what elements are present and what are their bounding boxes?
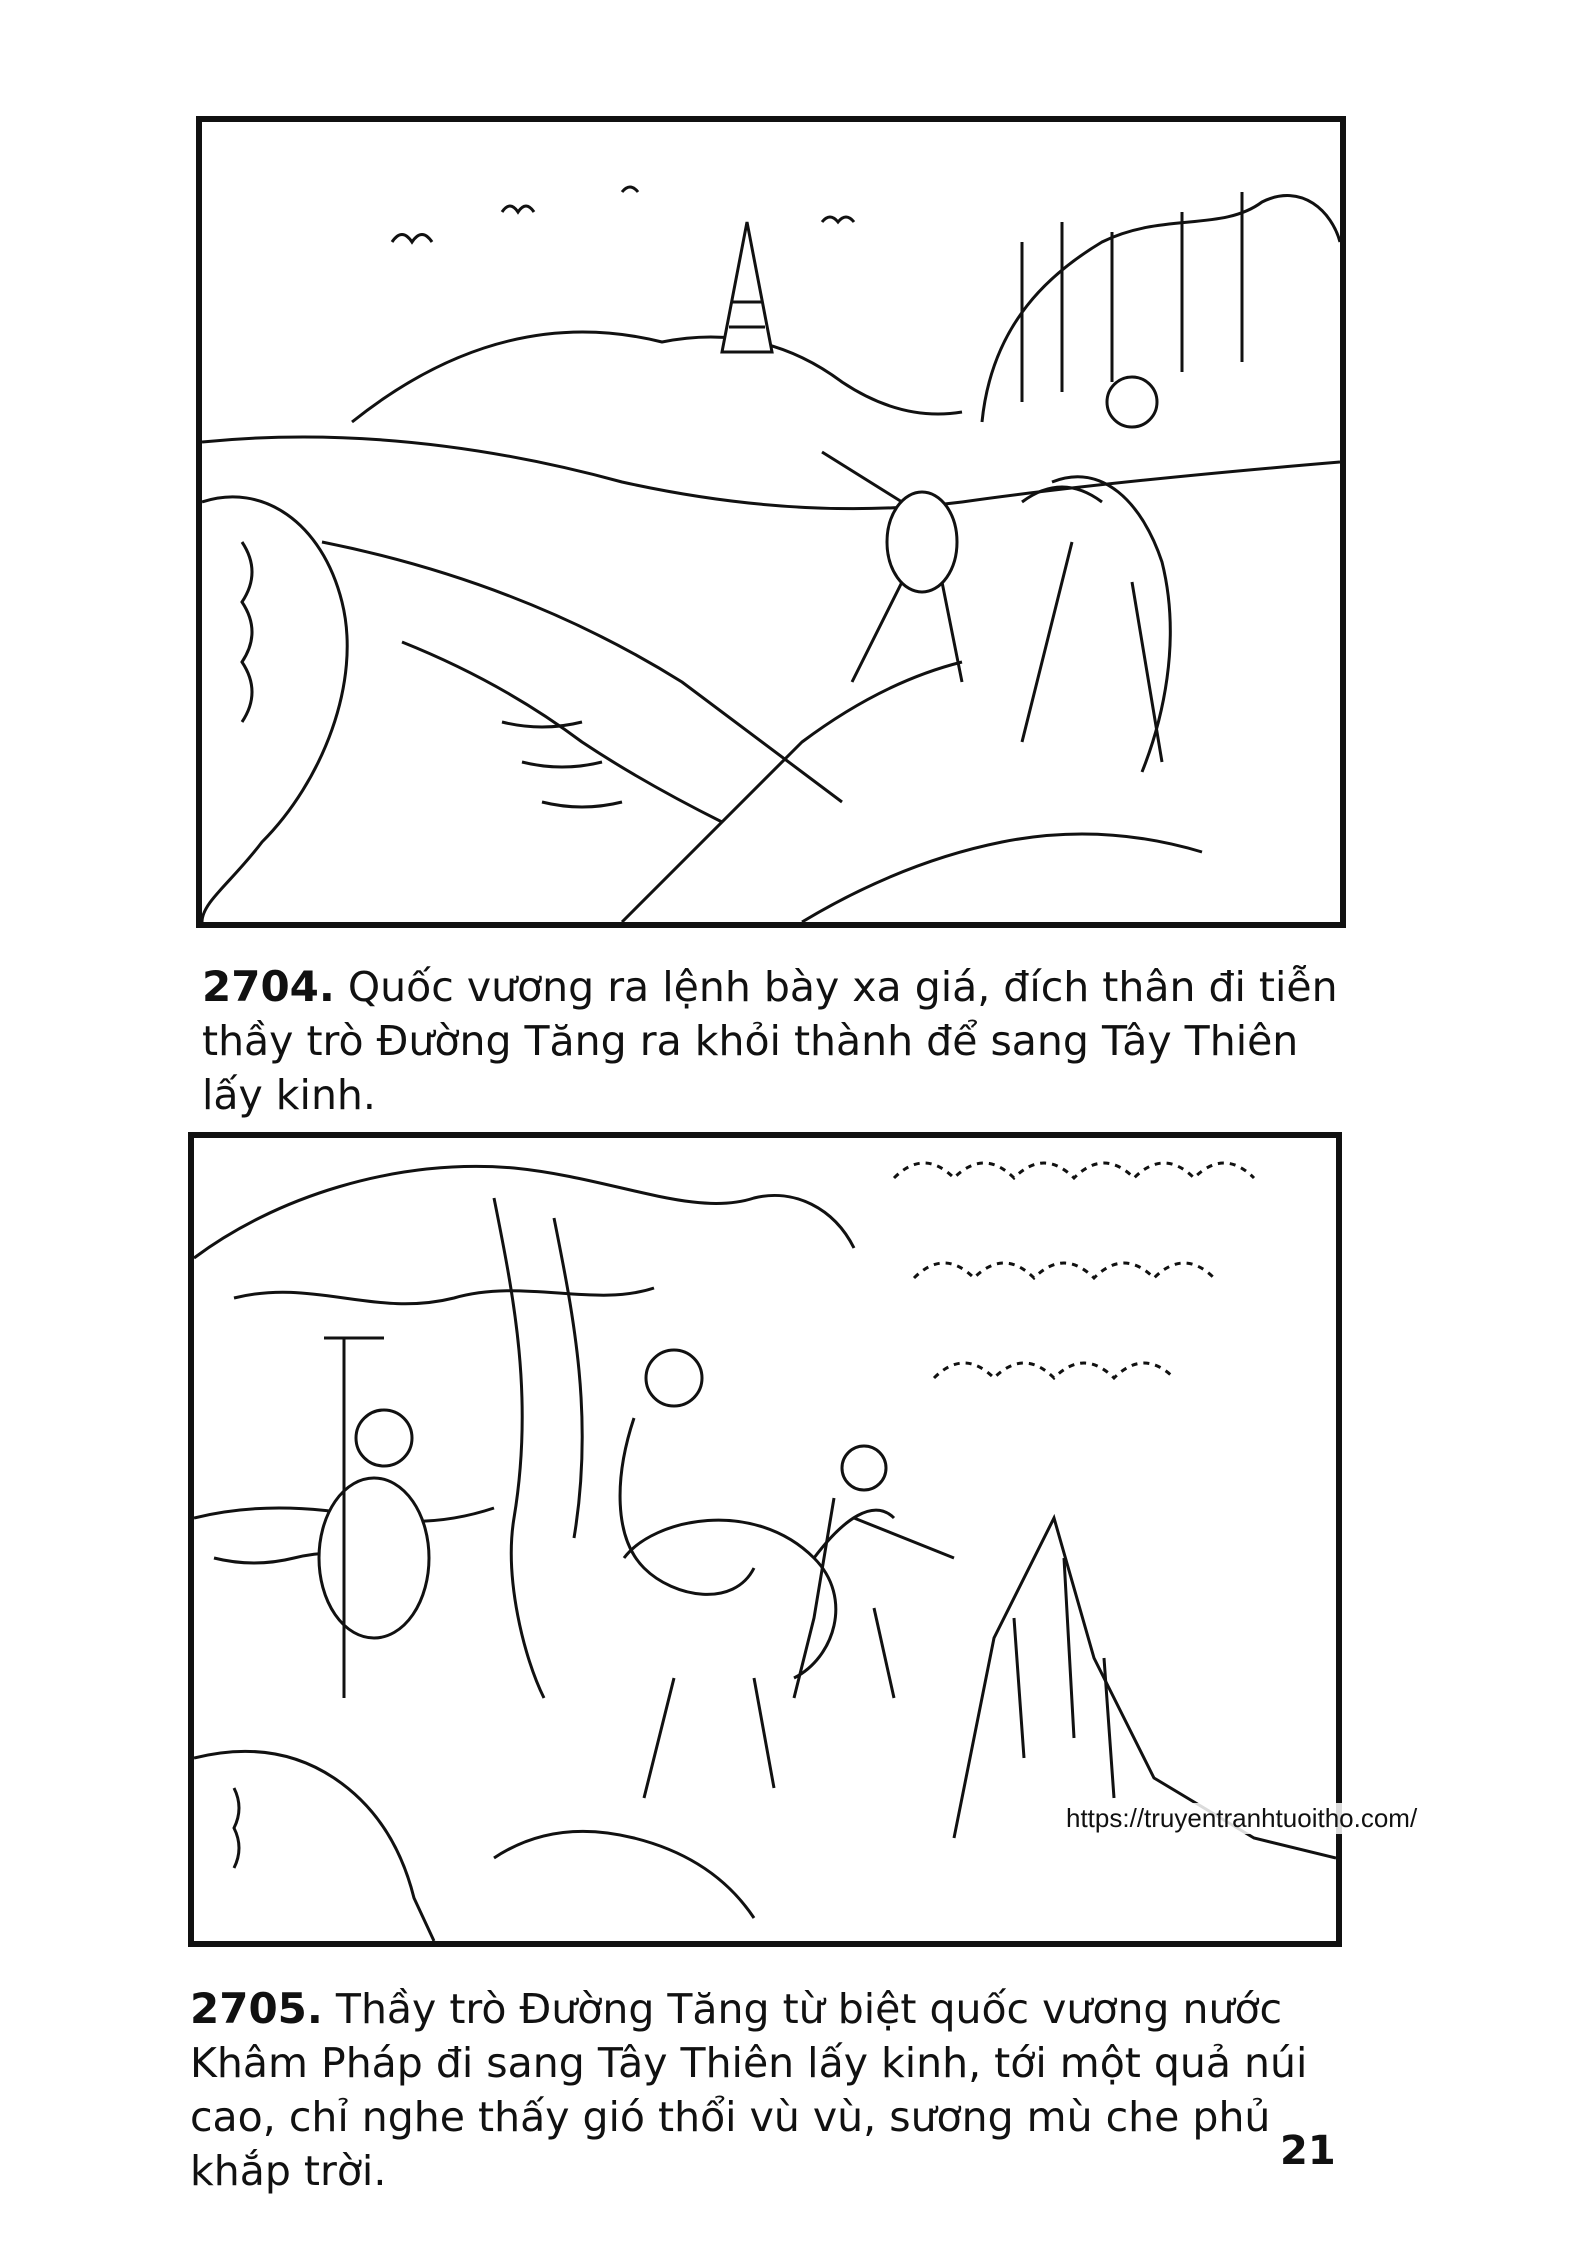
comic-panel-2704: [196, 116, 1346, 928]
caption-text: Quốc vương ra lệnh bày xa giá, đích thân đi tiễn thầy trò Đường Tăng ra khỏi thành để sang Tây Thiên lấy kinh.: [202, 963, 1338, 1119]
page-number: 21: [1280, 2128, 1336, 2174]
caption-text: Thầy trò Đường Tăng từ biệt quốc vương nước Khâm Pháp đi sang Tây Thiên lấy kinh, tới một quả núi cao, chỉ nghe thấy gió thổi vù vù, sương mù che phủ khắp trời.: [190, 1985, 1308, 2195]
panel-caption-2705: [190, 1982, 1350, 2198]
panel-caption-2704: [202, 960, 1352, 1122]
panel-illustration-river-pagoda: [202, 122, 1340, 922]
watermark-url: https://truyentranhtuoitho.com/: [1066, 1803, 1418, 1833]
panel-number: 2704.: [202, 962, 335, 1011]
panel-number: 2705.: [190, 1984, 323, 2033]
